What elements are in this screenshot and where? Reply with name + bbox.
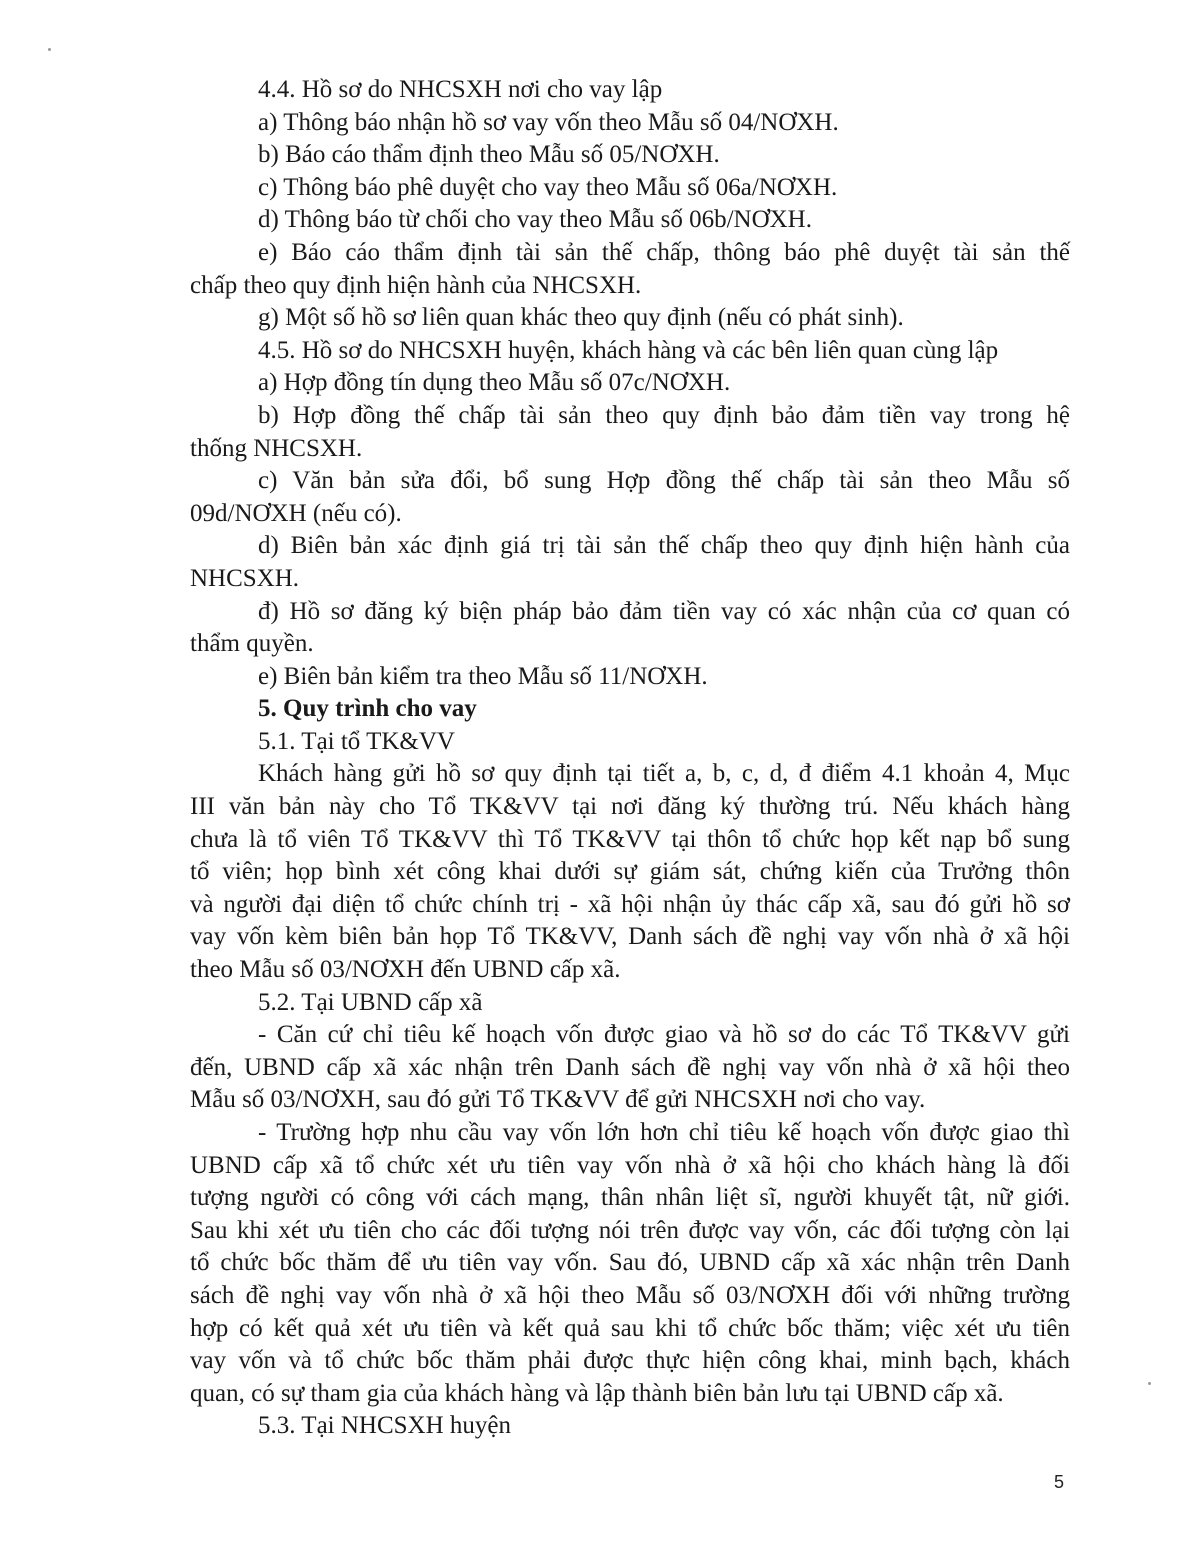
list-item: c) Văn bản sửa đổi, bổ sung Hợp đồng thế chấp tài sản theo Mẫu số [258,467,1070,495]
section-heading: 4.5. Hồ sơ do NHCSXH huyện, khách hàng và các bên liên quan cùng lập [258,336,999,364]
scan-speck [48,48,51,51]
text-line: thẩm quyền. [190,630,314,658]
list-item: c) Thông báo phê duyệt cho vay theo Mẫu số 06a/NƠXH. [258,173,838,201]
paragraph-line: Mẫu số 03/NƠXH, sau đó gửi Tổ TK&VV để gửi NHCSXH nơi cho vay. [190,1086,926,1114]
list-item: b) Báo cáo thẩm định theo Mẫu số 05/NƠXH. [258,141,720,169]
list-item: a) Thông báo nhận hồ sơ vay vốn theo Mẫu số 04/NƠXH. [258,108,839,136]
paragraph-line: chưa là tổ viên Tổ TK&VV thì Tổ TK&VV tại thôn tổ chức họp kết nạp bổ sung [190,825,1070,853]
paragraph-line: đến, UBND cấp xã xác nhận trên Danh sách đề nghị vay vốn nhà ở xã hội theo [190,1053,1070,1081]
paragraph-line: - Căn cứ chỉ tiêu kế hoạch vốn được giao và hồ sơ do các Tổ TK&VV gửi [258,1021,1070,1049]
text-line: thống NHCSXH. [190,434,363,462]
subsection-heading: 5.3. Tại NHCSXH huyện [258,1412,512,1440]
document-body [190,74,1070,1443]
paragraph-line: vay vốn và tổ chức bốc thăm phải được thực hiện công khai, minh bạch, khách [190,1347,1070,1375]
scan-speck [1148,1382,1151,1385]
paragraph-line: và người đại diện tổ chức chính trị - xã hội nhận ủy thác cấp xã, sau đó gửi hồ sơ [190,890,1070,918]
paragraph-line: theo Mẫu số 03/NƠXH đến UBND cấp xã. [190,956,621,984]
list-item: e) Biên bản kiểm tra theo Mẫu số 11/NƠXH. [258,662,708,690]
paragraph-line: hợp có kết quả xét ưu tiên và kết quả sau khi tổ chức bốc thăm; việc xét ưu tiên [190,1314,1070,1342]
section-heading: 4.4. Hồ sơ do NHCSXH nơi cho vay lập [258,76,663,103]
text-line: NHCSXH. [190,564,300,592]
text-line: 09d/NƠXH (nếu có). [190,499,402,527]
subsection-heading: 5.2. Tại UBND cấp xã [258,988,483,1016]
list-item: d) Biên bản xác định giá trị tài sản thế chấp theo quy định hiện hành của [258,532,1070,560]
subsection-heading: 5.1. Tại tổ TK&VV [258,727,455,755]
list-item: e) Báo cáo thẩm định tài sản thế chấp, thông báo phê duyệt tài sản thế [258,238,1070,266]
list-item: a) Hợp đồng tín dụng theo Mẫu số 07c/NƠXH. [258,369,731,397]
paragraph-line: quan, có sự tham gia của khách hàng và lập thành biên bản lưu tại UBND cấp xã. [190,1379,1004,1407]
paragraph-line: tượng người có công với cách mạng, thân nhân liệt sĩ, người khuyết tật, nữ giới. [190,1184,1070,1212]
paragraph-line: - Trường hợp nhu cầu vay vốn lớn hơn chỉ tiêu kế hoạch vốn được giao thì [258,1119,1070,1146]
paragraph-line: III văn bản này cho Tổ TK&VV tại nơi đăng ký thường trú. Nếu khách hàng [190,793,1070,821]
paragraph-line: vay vốn kèm biên bản họp Tổ TK&VV, Danh sách đề nghị vay vốn nhà ở xã hội [190,923,1070,951]
page-number: 5 [1054,1472,1065,1492]
paragraph-line: sách đề nghị vay vốn nhà ở xã hội theo Mẫu số 03/NƠXH đối với những trường [190,1281,1070,1309]
paragraph-line: Sau khi xét ưu tiên cho các đối tượng nói trên được vay vốn, các đối tượng còn lại [190,1216,1070,1244]
list-item: d) Thông báo từ chối cho vay theo Mẫu số 06b/NƠXH. [258,206,812,234]
paragraph-line: UBND cấp xã tổ chức xét ưu tiên vay vốn nhà ở xã hội cho khách hàng là đối [190,1151,1070,1179]
section-heading-bold: 5. Quy trình cho vay [258,695,477,723]
paragraph-line: tổ viên; họp bình xét công khai dưới sự giám sát, chứng kiến của Trưởng thôn [190,858,1070,886]
paragraph-line: tổ chức bốc thăm để ưu tiên vay vốn. Sau đó, UBND cấp xã xác nhận trên Danh [190,1249,1070,1277]
text-line: chấp theo quy định hiện hành của NHCSXH. [190,271,642,299]
paragraph-line: Khách hàng gửi hồ sơ quy định tại tiết a, b, c, d, đ điểm 4.1 khoản 4, Mục [258,760,1070,788]
list-item: đ) Hồ sơ đăng ký biện pháp bảo đảm tiền vay có xác nhận của cơ quan có [258,597,1070,625]
list-item: g) Một số hồ sơ liên quan khác theo quy định (nếu có phát sinh). [258,304,904,332]
list-item: b) Hợp đồng thế chấp tài sản theo quy định bảo đảm tiền vay trong hệ [258,401,1070,429]
